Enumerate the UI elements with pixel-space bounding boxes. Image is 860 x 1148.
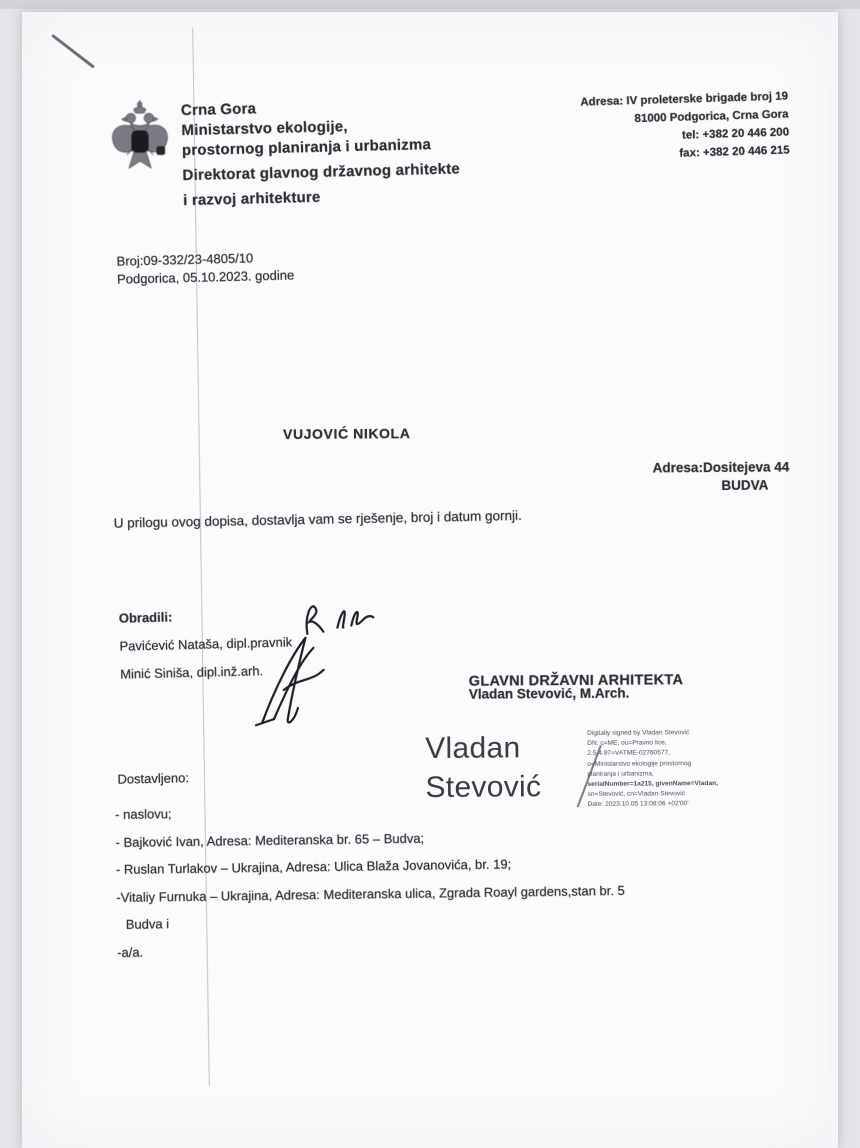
processed-by-person1: Pavićević Nataša, dipl.pravnik xyxy=(119,634,293,654)
signer-block xyxy=(468,671,801,702)
org-directorate-line2: i razvoj arhitekture xyxy=(182,188,321,210)
org-country: Crna Gora xyxy=(180,100,257,120)
distribution-item: -a/a. xyxy=(117,944,144,960)
sig-detail-line: o=Ministarstvo ekologije prostornog xyxy=(587,759,692,768)
digital-signature-name-line2: Stevović xyxy=(425,770,542,805)
sig-detail-line: sn=Stevović, cn=Vladan Stevović xyxy=(587,790,686,799)
sig-detail-line: DN: c=ME, ou=Pravno lice, xyxy=(587,739,667,748)
sig-detail-line: serialNumber=1a215, givenName=Vladan, xyxy=(587,780,718,788)
signer-title: GLAVNI DRŽAVNI ARHITEKTA xyxy=(468,672,684,690)
distribution-item: - Bajković Ivan, Adresa: Mediteranska br. 65 – Budva; xyxy=(115,830,425,850)
distribution-item: - naslovu; xyxy=(115,806,172,822)
processed-by-label: Obradili: xyxy=(118,609,173,626)
distribution-item: Budva i xyxy=(125,916,170,932)
recipient-name: VUJOVIĆ NIKOLA xyxy=(282,425,411,443)
recipient-address-block xyxy=(469,458,789,496)
org-ministry-line1: Ministarstvo ekologije, xyxy=(181,118,348,140)
recipient-address: Adresa:Dositejeva 44 xyxy=(652,459,790,476)
contact-address-line2: 81000 Podgorica, Crna Gora xyxy=(634,108,789,126)
org-ministry-line2: prostornog planiranja i urbanizma xyxy=(181,136,432,160)
pen-stroke-mark xyxy=(51,34,95,68)
distribution-label: Dostavljeno: xyxy=(117,770,190,787)
sig-detail-line: Date: 2023.10.05 13:08:06 +02'00' xyxy=(587,800,689,809)
signer-name: Vladan Stevović, M.Arch. xyxy=(468,685,630,702)
recipient-city: BUDVA xyxy=(721,477,769,493)
reference-place-date: Podgorica, 05.10.2023. godine xyxy=(116,266,295,287)
handwritten-signature-2 xyxy=(243,629,350,732)
org-directorate-line1: Direktorat glavnog državnog arhitekte xyxy=(182,160,461,185)
processed-by-person2: Minić Siniša, dipl.inž.arh. xyxy=(120,663,264,682)
reference-block xyxy=(116,248,294,287)
body-text: U prilogu ovog dopisa, dostavlja vam se rješenje, broj i datum gornji. xyxy=(113,507,522,531)
sig-detail-line: planiranja i urbanizma, xyxy=(587,770,654,778)
distribution-item: -Vitaliy Furnuka – Ukrajina, Adresa: Mediteranska ulica, Zgrada Roayl gardens,stan br. 5 xyxy=(116,882,625,905)
contact-address-line1: Adresa: IV proleterske brigade broj 19 xyxy=(580,90,789,109)
contact-block xyxy=(436,88,790,170)
distribution-item: - Ruslan Turlakov – Ukrajina, Adresa: Ulica Blaža Jovanovića, br. 19; xyxy=(115,856,512,877)
distribution-list xyxy=(115,794,626,966)
sig-detail-line: 2.5.4.97=VATME-02760577, xyxy=(587,749,671,758)
reference-number: Broj:09-332/23-4805/10 xyxy=(116,250,254,269)
digital-signature-name-line1: Vladan xyxy=(425,731,521,766)
org-heading xyxy=(181,95,461,212)
contact-fax: fax: +382 20 446 215 xyxy=(679,144,790,160)
montenegro-coat-of-arms-icon xyxy=(105,100,176,174)
sig-detail-line: Digitally signed by Vladan Stevović xyxy=(587,729,690,737)
contact-tel: tel: +382 20 446 200 xyxy=(681,126,790,142)
